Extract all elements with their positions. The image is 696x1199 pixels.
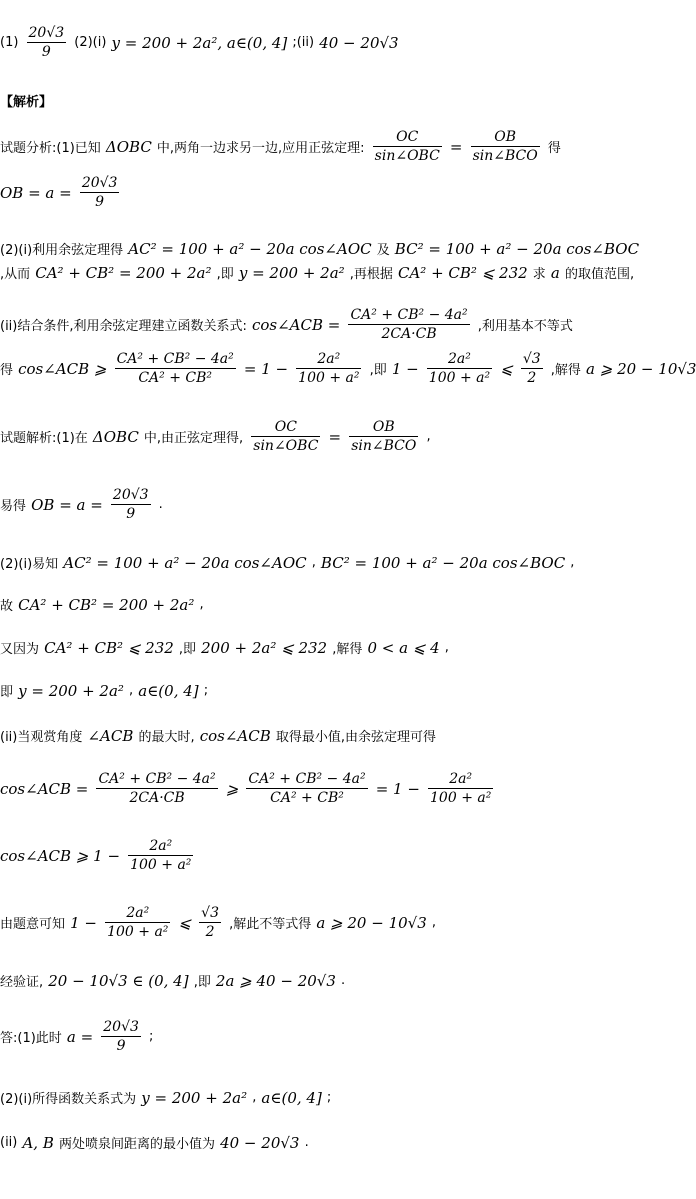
math: 40 − 20√3	[220, 1133, 300, 1152]
math: y = 200 + 2a²	[141, 1088, 248, 1107]
text: (2)(i)利用余弦定理得	[0, 243, 124, 258]
text: .	[158, 497, 163, 512]
fraction	[373, 128, 442, 165]
math: AC² = 100 + a² − 20a cos∠AOC	[63, 553, 307, 572]
solution-line-7	[0, 725, 630, 745]
fraction	[471, 128, 540, 165]
fraction-denominator: 100 + a²	[107, 924, 169, 940]
fraction-denominator: sin∠BCO	[472, 148, 538, 164]
fraction-denominator: 2CA·CB	[129, 790, 185, 806]
fraction	[111, 486, 151, 523]
answer-part2-label: (2)(i)	[74, 35, 107, 50]
text: 的取值范围,	[564, 267, 635, 282]
text: (ii)	[0, 1135, 18, 1150]
answer-line	[0, 24, 630, 61]
fraction	[80, 174, 120, 211]
text: ,	[129, 683, 134, 698]
fraction-numerator: OB	[349, 418, 418, 437]
text: 又因为	[0, 642, 40, 657]
text: ;	[149, 1029, 154, 1044]
analysis-line-1	[0, 128, 630, 165]
solution-line-6	[0, 680, 630, 700]
fraction	[246, 770, 367, 807]
answer-fraction	[27, 24, 67, 61]
fraction-numerator: 2a²	[105, 904, 170, 923]
analysis-line-2	[0, 174, 630, 211]
math: OB = a =	[31, 495, 103, 514]
text: ,	[444, 640, 449, 655]
analysis-line-4	[0, 262, 635, 282]
math: cos∠ACB ⩾ 1 −	[0, 846, 121, 865]
fraction-denominator: 100 + a²	[428, 370, 491, 386]
fraction-numerator: √3	[522, 351, 541, 367]
fraction-denominator: 9	[95, 194, 105, 210]
text: 两处喷泉间距离的最小值为	[58, 1137, 215, 1152]
math: ΔOBC	[92, 427, 139, 446]
text: 得	[547, 141, 561, 156]
fraction	[251, 418, 320, 455]
math: BC² = 100 + a² − 20a cos∠BOC	[394, 239, 640, 258]
fraction-denominator: sin∠OBC	[374, 148, 440, 164]
fraction-denominator: CA² + CB²	[138, 370, 213, 386]
solution-line-11	[0, 970, 630, 990]
text: ;	[326, 1090, 332, 1105]
fraction-denominator: 100 + a²	[130, 857, 192, 873]
fraction	[428, 770, 493, 807]
heading-text: 【解析】	[0, 95, 53, 110]
text: 答:(1)此时	[0, 1031, 62, 1046]
fraction-denominator: sin∠BCO	[351, 438, 417, 454]
math: 1 −	[391, 359, 419, 378]
fraction-denominator: sin∠OBC	[253, 438, 319, 454]
text: ,	[199, 597, 204, 612]
fraction	[105, 904, 170, 941]
math: a =	[66, 1027, 94, 1046]
fraction-denominator: 9	[116, 1038, 126, 1054]
fraction	[101, 1018, 141, 1055]
text: ,即	[193, 975, 211, 990]
text: 中,由正弦定理得,	[143, 431, 244, 446]
fraction-numerator: 2a²	[296, 350, 361, 369]
text: (2)(i)所得函数关系式为	[0, 1092, 137, 1107]
math: CA² + CB² ⩽ 232	[398, 263, 528, 282]
math: 20 − 10√3 ∈ (0, 4]	[48, 971, 189, 990]
analysis-heading	[0, 90, 630, 110]
text: 中,两角一边求另一边,应用正弦定理:	[156, 141, 365, 156]
fraction-numerator: 2a²	[128, 837, 193, 856]
fraction-numerator: 20√3	[103, 1019, 139, 1035]
math: BC² = 100 + a² − 20a cos∠BOC	[320, 553, 566, 572]
fraction-numerator: CA² + CB² − 4a²	[116, 351, 234, 367]
fraction-denominator: 2CA·CB	[381, 326, 437, 342]
text: 及	[376, 243, 390, 258]
fraction-denominator: 2	[527, 370, 537, 386]
text: 求	[532, 267, 546, 282]
text: .	[304, 1135, 309, 1150]
math: = 1 −	[243, 359, 289, 378]
solution-line-13	[0, 1087, 630, 1107]
analysis-line-3	[0, 238, 640, 258]
fraction	[128, 837, 193, 874]
solution-line-3	[0, 552, 630, 572]
text: 试题分析:(1)已知	[0, 141, 101, 156]
math: cos∠ACB	[199, 726, 271, 745]
fraction	[349, 418, 418, 455]
analysis-line-6	[0, 350, 696, 387]
math: =	[449, 137, 463, 156]
text: ,即	[178, 642, 197, 657]
math: CA² + CB² ⩽ 232	[44, 638, 174, 657]
text: ,从而	[0, 267, 31, 282]
solution-line-1	[0, 418, 630, 455]
math: cos∠ACB =	[251, 315, 341, 334]
fraction	[521, 350, 543, 387]
math: 1 −	[70, 913, 97, 932]
text: 即	[0, 685, 14, 700]
solution-line-12	[0, 1018, 630, 1055]
solution-line-5	[0, 637, 630, 657]
fraction-numerator: CA² + CB² − 4a²	[98, 771, 216, 787]
fraction-numerator: OC	[251, 418, 320, 437]
text: 经验证,	[0, 975, 44, 990]
text: 故	[0, 599, 14, 614]
answer-part3-label: ;(ii)	[292, 35, 315, 50]
text: 由题意可知	[0, 917, 66, 932]
text: ,	[570, 555, 575, 570]
text: ;	[203, 683, 209, 698]
fraction-numerator: OC	[373, 128, 442, 147]
answer-result: 40 − 20√3	[319, 33, 399, 52]
fraction-numerator: 2a²	[428, 770, 493, 789]
text: ,解得	[332, 642, 363, 657]
math: A, B	[22, 1133, 54, 1152]
fraction	[348, 306, 469, 343]
math: ΔOBC	[105, 137, 152, 156]
text: (ii)结合条件,利用余弦定理建立函数关系式:	[0, 319, 247, 334]
math: =	[328, 427, 342, 446]
solution-line-10	[0, 904, 630, 941]
fraction	[427, 350, 492, 387]
solution-line-2	[0, 486, 630, 523]
math: ⩾	[225, 779, 239, 798]
fraction	[199, 904, 221, 941]
text: ,利用基本不等式	[477, 319, 573, 334]
math: ⩽	[500, 359, 513, 378]
fraction-denominator: 2	[205, 924, 215, 940]
text: 的最大时,	[138, 730, 195, 745]
solution-line-9	[0, 837, 630, 874]
text: ,	[431, 915, 436, 930]
text: 试题解析:(1)在	[0, 431, 88, 446]
fraction-numerator: 20√3	[81, 175, 118, 191]
math: a∈(0, 4]	[138, 681, 199, 700]
answer-formula: y = 200 + 2a², a∈(0, 4]	[111, 33, 288, 52]
solution-line-8	[0, 770, 630, 807]
text: ,再根据	[349, 267, 393, 282]
text: .	[341, 973, 346, 988]
math: a ⩾ 20 − 10√3	[586, 359, 696, 378]
math: a ⩾ 20 − 10√3	[316, 913, 427, 932]
fraction-denominator: 9	[41, 44, 51, 60]
math: 0 < a ⩽ 4	[367, 638, 440, 657]
text: 易得	[0, 499, 27, 514]
text: ,即	[216, 267, 234, 282]
fraction-denominator: 100 + a²	[298, 370, 360, 386]
math: ⩽	[178, 913, 192, 932]
math: = 1 −	[375, 779, 420, 798]
fraction-numerator: CA² + CB² − 4a²	[350, 307, 468, 323]
text: 取得最小值,由余弦定理可得	[275, 730, 436, 745]
text: ,解此不等式得	[229, 917, 312, 932]
math: y = 200 + 2a²	[18, 681, 124, 700]
math: a∈(0, 4]	[261, 1088, 322, 1107]
math: ∠ACB	[87, 726, 134, 745]
math: y = 200 + 2a²	[238, 263, 345, 282]
text: ,	[311, 555, 316, 570]
analysis-line-5	[0, 306, 630, 343]
math: cos∠ACB =	[0, 779, 89, 798]
math: 2a ⩾ 40 − 20√3	[215, 971, 336, 990]
text: ,解得	[550, 363, 581, 378]
fraction-denominator: CA² + CB²	[270, 790, 344, 806]
fraction	[296, 350, 361, 387]
answer-part1-label: (1)	[0, 35, 19, 50]
fraction-numerator: OB	[471, 128, 540, 147]
math: cos∠ACB ⩾	[18, 359, 107, 378]
fraction	[96, 770, 217, 807]
fraction-numerator: CA² + CB² − 4a²	[248, 771, 366, 787]
math: OB = a =	[0, 183, 72, 202]
text: ,	[252, 1090, 257, 1105]
text: (ii)当观赏角度	[0, 730, 83, 745]
fraction-denominator: 100 + a²	[430, 790, 492, 806]
text: 得	[0, 363, 14, 378]
fraction	[115, 350, 236, 387]
solution-line-14	[0, 1132, 630, 1152]
math: a	[550, 263, 560, 282]
fraction-numerator: √3	[201, 905, 219, 921]
math: AC² = 100 + a² − 20a cos∠AOC	[128, 239, 372, 258]
fraction-numerator: 2a²	[427, 350, 492, 369]
fraction-numerator: 20√3	[28, 25, 65, 41]
text: (2)(i)易知	[0, 557, 59, 572]
solution-line-4	[0, 594, 630, 614]
math: CA² + CB² = 200 + 2a²	[18, 595, 195, 614]
math: CA² + CB² = 200 + 2a²	[35, 263, 212, 282]
math: 200 + 2a² ⩽ 232	[201, 638, 328, 657]
fraction-denominator: 9	[126, 506, 136, 522]
text: ,即	[369, 363, 387, 378]
fraction-numerator: 20√3	[112, 487, 149, 503]
text: ,	[426, 429, 431, 444]
